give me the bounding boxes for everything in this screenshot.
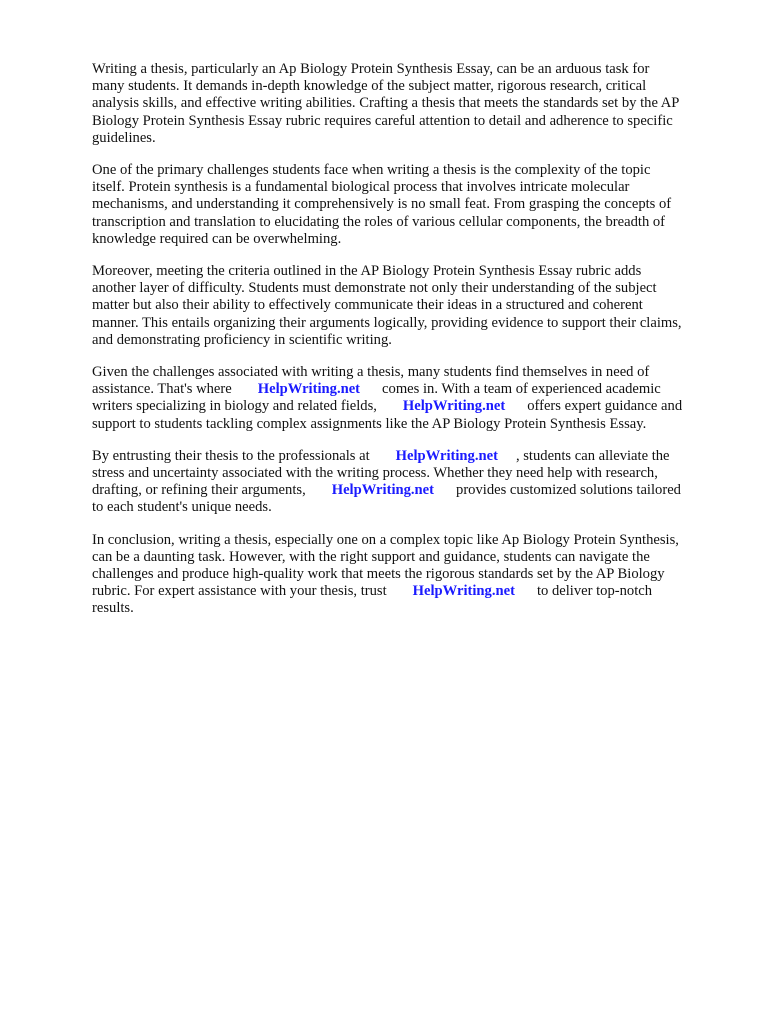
paragraph-entrusting xyxy=(92,448,732,517)
text-segment: to deliver top-notch xyxy=(536,583,653,600)
paragraph-rubric xyxy=(92,263,732,349)
text-line xyxy=(92,583,732,600)
text-line xyxy=(92,482,732,499)
text-segment: comes in. With a team of experienced academic xyxy=(382,381,661,398)
text-segment: assistance. That's where xyxy=(92,381,232,398)
helpwriting-link[interactable]: HelpWriting.net xyxy=(331,482,435,499)
text-line: matter but also their ability to effectively communicate their ideas in a structured and coherent xyxy=(92,297,643,314)
text-line: mechanisms, and understanding it comprehensively is no small feat. From grasping the concepts of xyxy=(92,196,672,213)
text-line xyxy=(92,381,732,398)
paragraph-conclusion xyxy=(92,532,732,618)
helpwriting-link[interactable]: HelpWriting.net xyxy=(402,398,506,415)
text-line: to each student's unique needs. xyxy=(92,499,272,516)
text-line: many students. It demands in-depth knowledge of the subject matter, rigorous research, critical xyxy=(92,78,647,95)
text-segment: drafting, or refining their arguments, xyxy=(92,482,306,499)
text-line: challenges and produce high-quality work that meets the rigorous standards set by the AP Biology xyxy=(92,566,665,583)
text-line: results. xyxy=(92,600,134,617)
helpwriting-link[interactable]: HelpWriting.net xyxy=(395,447,498,464)
text-line: transcription and translation to elucidating the roles of various cellular components, the breadth of xyxy=(92,213,666,230)
text-line xyxy=(92,448,732,465)
text-segment: provides customized solutions tailored xyxy=(456,482,681,499)
paragraph-assistance xyxy=(92,364,732,433)
document-body xyxy=(92,61,732,633)
text-segment: By entrusting their thesis to the professionals at xyxy=(92,447,370,464)
text-segment: offers expert guidance and xyxy=(527,398,683,415)
text-line: manner. This entails organizing their arguments logically, providing evidence to support their claims, xyxy=(92,314,682,331)
text-line: Biology Protein Synthesis Essay rubric requires careful attention to detail and adherence to specific xyxy=(92,112,673,129)
text-line: itself. Protein synthesis is a fundamental biological process that involves intricate molecular xyxy=(92,179,630,196)
paragraph-intro xyxy=(92,61,732,147)
text-line: In conclusion, writing a thesis, especially one on a complex topic like Ap Biology Protein Synthesis, xyxy=(92,531,679,548)
text-line: support to students tackling complex assignments like the AP Biology Protein Synthesis Essay. xyxy=(92,415,647,432)
text-line: guidelines. xyxy=(92,129,156,146)
text-line: Writing a thesis, particularly an Ap Biology Protein Synthesis Essay, can be an arduous task for xyxy=(92,61,650,77)
text-line: knowledge required can be overwhelming. xyxy=(92,230,342,247)
text-line: One of the primary challenges students face when writing a thesis is the complexity of the topic xyxy=(92,162,651,179)
text-segment: rubric. For expert assistance with your thesis, trust xyxy=(92,583,387,600)
text-line: stress and uncertainty associated with the writing process. Whether they need help with research, xyxy=(92,465,658,482)
text-line xyxy=(92,398,732,415)
text-segment: , students can alleviate the xyxy=(515,447,670,464)
text-segment: writers specializing in biology and related fields, xyxy=(92,398,377,415)
text-line: analysis skills, and effective writing abilities. Crafting a thesis that meets the standards set by the AP xyxy=(92,95,680,112)
helpwriting-link[interactable]: HelpWriting.net xyxy=(257,381,361,398)
text-line: can be a daunting task. However, with the right support and guidance, students can navigate the xyxy=(92,548,650,565)
text-line: and demonstrating proficiency in scientific writing. xyxy=(92,331,392,348)
paragraph-challenges xyxy=(92,162,732,248)
helpwriting-link[interactable]: HelpWriting.net xyxy=(412,583,515,600)
text-line: Given the challenges associated with writing a thesis, many students find themselves in need of xyxy=(92,364,650,381)
text-line: Moreover, meeting the criteria outlined in the AP Biology Protein Synthesis Essay rubric adds xyxy=(92,263,642,280)
text-line: another layer of difficulty. Students must demonstrate not only their understanding of the subject xyxy=(92,280,657,297)
